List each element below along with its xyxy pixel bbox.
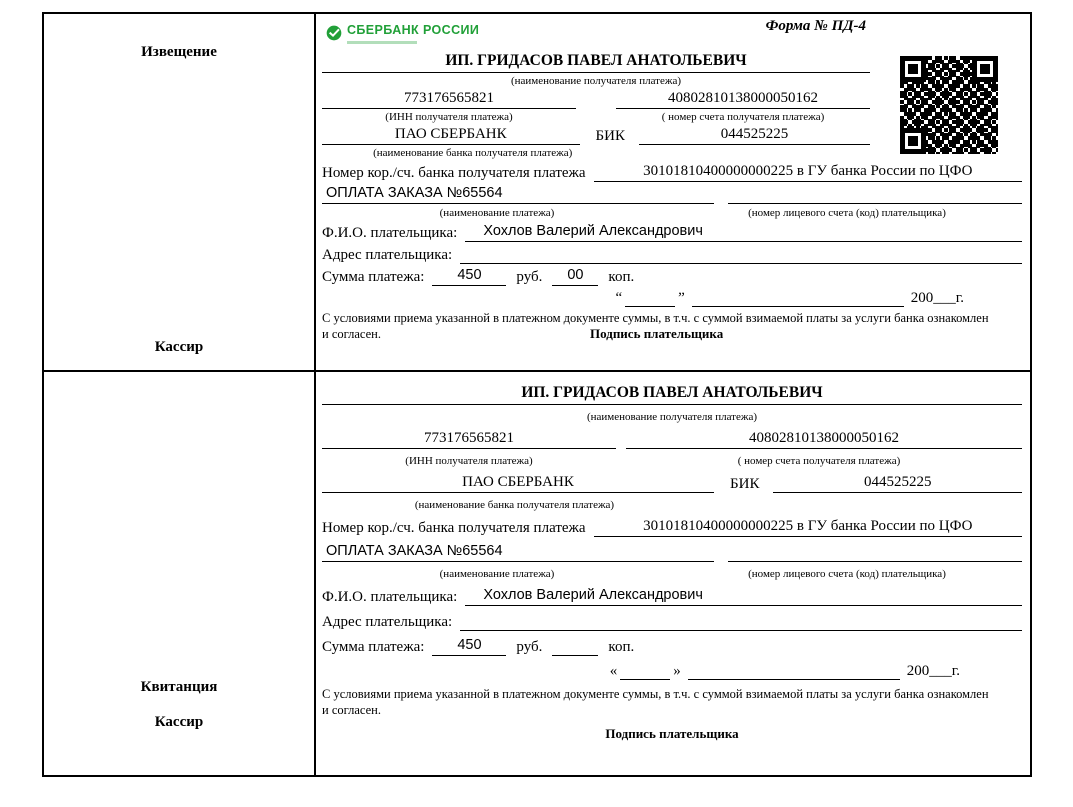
- qr-code: [900, 56, 998, 154]
- payee-account: 40802810138000050162: [616, 90, 870, 109]
- amount-label: Сумма платежа:: [322, 269, 425, 285]
- purpose-row: [322, 543, 1022, 562]
- payee-account: 40802810138000050162: [626, 430, 1022, 449]
- agreement-text: С условиями приема указанной в платежном документе суммы, в т.ч. с суммой взимаемой платы за услуги банка ознакомлен и согласен.: [322, 687, 989, 717]
- payment-form-pd4: [42, 12, 1032, 777]
- rub-label: руб.: [516, 639, 543, 655]
- date-day-blank: [625, 289, 675, 307]
- payer-address-blank: [460, 245, 1022, 264]
- date-row: [322, 289, 1022, 307]
- date-year: 200___г.: [906, 663, 960, 679]
- bank-row: [322, 126, 870, 145]
- sberbank-logo-text: СБЕРБАНК РОССИИ: [347, 23, 480, 37]
- payee-name: ИП. ГРИДАСОВ ПАВЕЛ АНАТОЛЬЕВИЧ: [322, 52, 870, 73]
- payment-purpose: ОПЛАТА ЗАКАЗА №65564: [322, 543, 714, 562]
- notice-label: Извещение: [141, 44, 217, 60]
- address-row: [322, 245, 1022, 264]
- payee-name: ИП. ГРИДАСОВ ПАВЕЛ АНАТОЛЬЕВИЧ: [322, 384, 1022, 405]
- agreement-block: [322, 686, 1022, 742]
- kop-label: коп.: [608, 639, 635, 655]
- sberbank-logo: [326, 21, 479, 44]
- agreement-block: [322, 310, 1022, 342]
- corr-value: 30101810400000000225 в ГУ банка России по ЦФО: [594, 518, 1022, 537]
- notice-left-cell: [44, 14, 316, 370]
- sberbank-logo-icon: [326, 25, 342, 41]
- notice-cashier-label: Кассир: [154, 339, 204, 355]
- bik-value: 044525225: [773, 474, 1022, 493]
- payer-address-blank: [460, 612, 1022, 631]
- form-number-label: Форма № ПД-4: [765, 18, 866, 34]
- payer-row: [322, 223, 1022, 242]
- personal-account-caption: (номер лицевого счета (код) плательщика): [748, 207, 946, 219]
- payee-name-caption: (наименование получателя платежа): [510, 75, 682, 87]
- payer-name: Хохлов Валерий Александрович: [465, 587, 1022, 606]
- personal-account-caption: (номер лицевого счета (код) плательщика): [748, 568, 946, 580]
- amount-rub: 450: [432, 637, 506, 656]
- account-caption: ( номер счета получателя платежа): [737, 455, 901, 467]
- date-close-quote: ”: [678, 290, 685, 306]
- amount-kop-blank: [552, 637, 598, 656]
- purpose-caption: (наименование платежа): [439, 568, 555, 580]
- corr-row: [322, 163, 1022, 182]
- address-label: Адрес плательщика:: [322, 614, 453, 630]
- personal-account-blank: [728, 543, 1022, 562]
- date-month-blank: [692, 289, 904, 307]
- amount-row: [322, 267, 1022, 286]
- bik-label: БИК: [730, 476, 760, 492]
- payment-purpose: ОПЛАТА ЗАКАЗА №65564: [322, 185, 714, 204]
- bik-label: БИК: [595, 128, 625, 144]
- qr-finder-icon: [900, 56, 926, 82]
- personal-account-blank: [728, 185, 1022, 204]
- address-row: [322, 612, 1022, 631]
- date-open-quote: “: [615, 290, 623, 306]
- kop-label: коп.: [608, 269, 635, 285]
- corr-label: Номер кор./сч. банка получателя платежа: [322, 165, 586, 181]
- signature-label: Подпись плательщика: [590, 326, 724, 341]
- receipt-form-area: [316, 372, 1030, 775]
- address-label: Адрес плательщика:: [322, 247, 453, 263]
- inn-caption: (ИНН получателя платежа): [405, 455, 533, 467]
- receipt-label: Квитанция: [140, 679, 218, 695]
- bank-name: ПАО СБЕРБАНК: [322, 126, 580, 145]
- amount-row: [322, 637, 1022, 656]
- inn-caption: (ИНН получателя платежа): [385, 111, 513, 123]
- form-header: [322, 18, 870, 50]
- payee-name-caption: (наименование получателя платежа): [586, 411, 758, 423]
- payer-name: Хохлов Валерий Александрович: [465, 223, 1022, 242]
- payer-label: Ф.И.О. плательщика:: [322, 589, 458, 605]
- corr-label: Номер кор./сч. банка получателя платежа: [322, 520, 586, 536]
- qr-finder-icon: [972, 56, 998, 82]
- notice-form-area: [316, 14, 1030, 370]
- date-month-blank: [688, 662, 900, 680]
- purpose-row: [322, 185, 1022, 204]
- payer-row: [322, 587, 1022, 606]
- bank-caption: (наименование банка получателя платежа): [414, 499, 615, 511]
- corr-row: [322, 518, 1022, 537]
- date-row: [322, 662, 1022, 680]
- bank-row: [322, 474, 1022, 493]
- sberbank-logo-tagline: [347, 41, 417, 44]
- date-open-quote: «: [609, 663, 618, 679]
- payee-inn: 773176565821: [322, 90, 576, 109]
- date-day-blank: [620, 662, 670, 680]
- amount-kop: 00: [552, 267, 598, 286]
- receipt-cashier-label: Кассир: [154, 714, 204, 730]
- amount-label: Сумма платежа:: [322, 639, 425, 655]
- account-caption: ( номер счета получателя платежа): [661, 111, 825, 123]
- payee-inn: 773176565821: [322, 430, 616, 449]
- rub-label: руб.: [516, 269, 543, 285]
- bank-caption: (наименование банка получателя платежа): [373, 147, 573, 159]
- agreement-text: С условиями приема указанной в платежном документе суммы, в т.ч. с суммой взимаемой платы за услуги банка ознакомлен и согласен.: [322, 311, 989, 341]
- qr-finder-icon: [900, 128, 926, 154]
- notice-section: [44, 14, 1030, 372]
- signature-label: Подпись плательщика: [605, 726, 739, 741]
- bank-name: ПАО СБЕРБАНК: [322, 474, 714, 493]
- date-close-quote: »: [673, 663, 681, 679]
- receipt-section: [44, 372, 1030, 775]
- amount-rub: 450: [432, 267, 506, 286]
- purpose-caption: (наименование платежа): [439, 207, 555, 219]
- corr-value: 30101810400000000225 в ГУ банка России по ЦФО: [594, 163, 1022, 182]
- payer-label: Ф.И.О. плательщика:: [322, 225, 458, 241]
- date-year: 200___г.: [910, 290, 964, 306]
- receipt-left-cell: [44, 372, 316, 775]
- bik-value: 044525225: [639, 126, 870, 145]
